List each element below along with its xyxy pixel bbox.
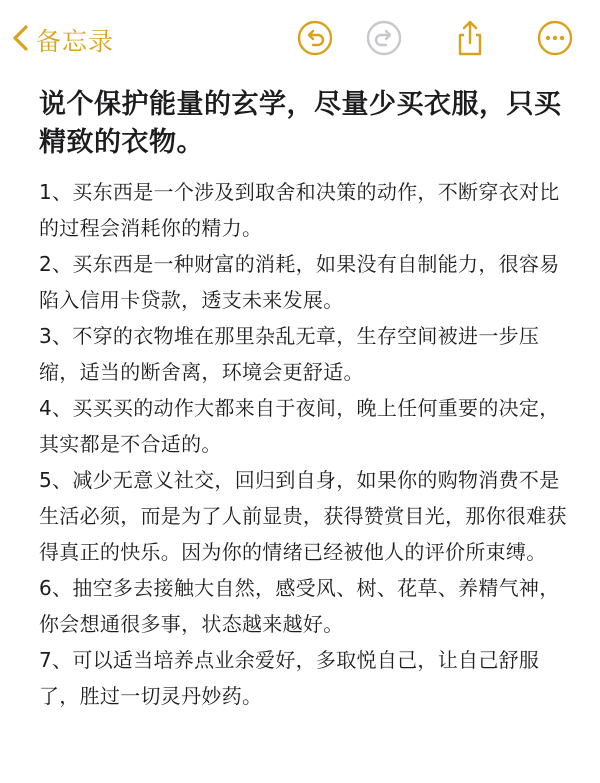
redo-button[interactable]: [364, 20, 404, 60]
note-body[interactable]: [39, 174, 569, 714]
share-icon: [451, 19, 489, 61]
list-item: 6、抽空多去接触大自然，感受风、树、花草、养精气神，你会想通很多事，状态越来越好。: [39, 576, 560, 636]
list-item: 1、买东西是一个涉及到取舍和决策的动作，不断穿衣对比的过程会消耗你的精力。: [39, 180, 560, 240]
note-title[interactable]: 说个保护能量的玄学，尽量少买衣服，只买精致的衣物。: [39, 89, 562, 158]
list-item: 2、买东西是一种财富的消耗，如果没有自制能力，很容易陷入信用卡贷款，透支未来发展。: [39, 252, 560, 312]
back-button[interactable]: [10, 20, 114, 60]
list-item: 5、减少无意义社交，回归到自身，如果你的购物消费不是生活必须，而是为了人前显贵，获得赞赏目光，那你很难获得真正的快乐。因为你的情绪已经被他人的评价所束缚。: [39, 468, 567, 564]
toolbar: [0, 0, 600, 82]
list-item: 7、可以适当培养点业余爱好，多取悦自己，让自己舒服了，胜过一切灵丹妙药。: [39, 648, 540, 708]
back-label: 备忘录: [36, 27, 115, 56]
share-button[interactable]: [450, 20, 490, 60]
undo-icon: [296, 19, 334, 61]
undo-button[interactable]: [295, 20, 335, 60]
list-item: 3、不穿的衣物堆在那里杂乱无章，生存空间被进一步压缩，适当的断舍离，环境会更舒适。: [39, 324, 540, 384]
more-button[interactable]: [535, 20, 575, 60]
redo-icon: [365, 19, 403, 61]
more-icon: [536, 19, 574, 61]
chevron-left-icon: [10, 23, 32, 57]
list-item: 4、买买买的动作大都来自于夜间，晚上任何重要的决定，其实都是不合适的。: [39, 396, 560, 456]
